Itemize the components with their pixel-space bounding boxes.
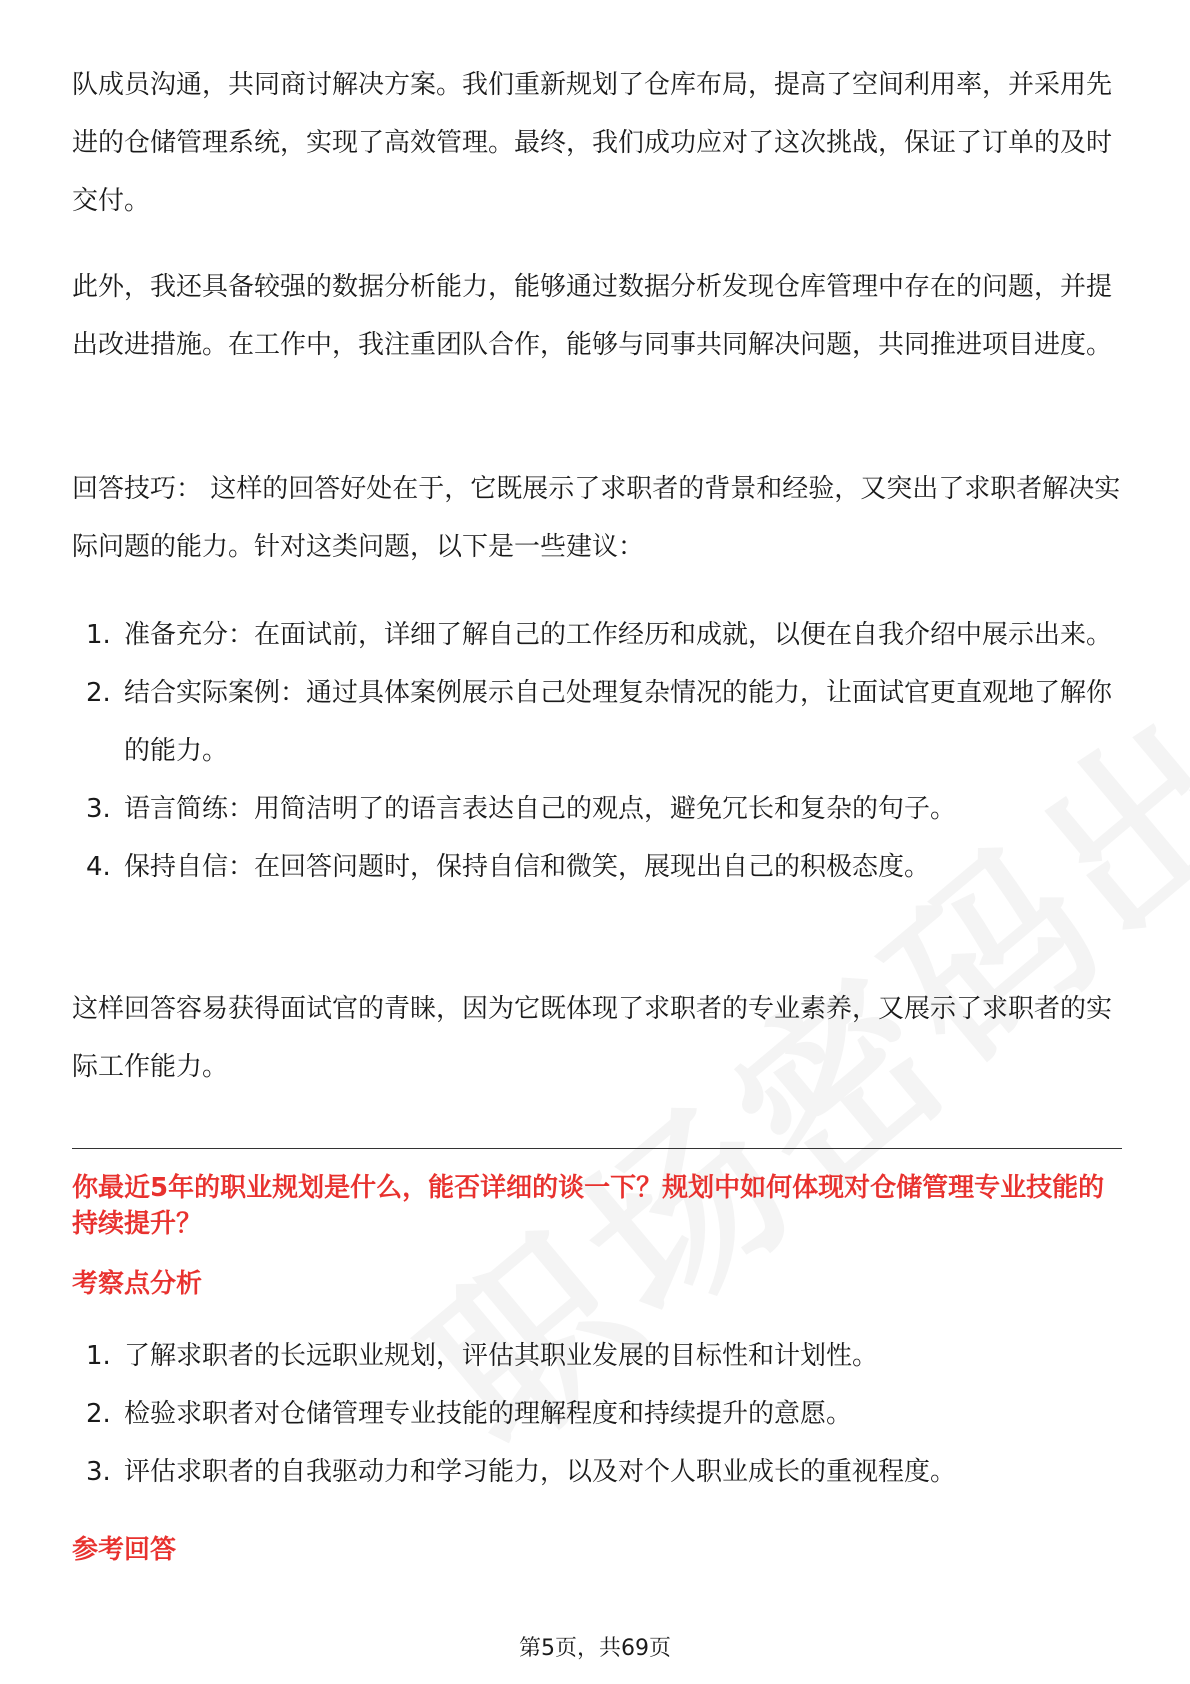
list-text: 了解求职者的长远职业规划，评估其职业发展的目标性和计划性。 bbox=[124, 1341, 879, 1371]
list-item bbox=[72, 1385, 1122, 1443]
list-text: 结合实际案例：通过具体案例展示自己处理复杂情况的能力，让面试官更直观地了解你的能力。 bbox=[124, 678, 1113, 766]
list-text: 保持自信：在回答问题时，保持自信和微笑，展现出自己的积极态度。 bbox=[124, 852, 931, 882]
analysis-heading: 考察点分析 bbox=[72, 1269, 203, 1299]
list-item bbox=[72, 838, 1122, 896]
list-text: 准备充分：在面试前，详细了解自己的工作经历和成就，以便在自我介绍中展示出来。 bbox=[124, 620, 1113, 650]
question-heading: 你最近5年的职业规划是什么，能否详细的谈一下？规划中如何体现对仓储管理专业技能的持续提升？ bbox=[72, 1173, 1105, 1239]
list-text: 语言简练：用简洁明了的语言表达自己的观点，避免冗长和复杂的句子。 bbox=[124, 794, 957, 824]
list-number: 1. bbox=[86, 1341, 111, 1371]
paragraph-solution: 队成员沟通，共同商讨解决方案。我们重新规划了仓库布局，提高了空间利用率，并采用先进的仓储管理系统，实现了高效管理。最终，我们成功应对了这次挑战，保证了订单的及时交付。 bbox=[72, 70, 1113, 216]
list-item bbox=[72, 1327, 1122, 1385]
analysis-list bbox=[72, 1327, 1122, 1501]
list-item bbox=[72, 664, 1122, 780]
answer-heading: 参考回答 bbox=[72, 1535, 177, 1565]
list-number: 3. bbox=[86, 1457, 111, 1487]
list-number: 1. bbox=[86, 620, 111, 650]
list-number: 3. bbox=[86, 794, 111, 824]
list-number: 2. bbox=[86, 678, 111, 708]
list-item bbox=[72, 780, 1122, 838]
page-footer: 第5页，共69页 bbox=[519, 1636, 671, 1661]
tips-list bbox=[72, 606, 1122, 896]
paragraph-data-analysis: 此外，我还具备较强的数据分析能力，能够通过数据分析发现仓库管理中存在的问题，并提出改进措施。在工作中，我注重团队合作，能够与同事共同解决问题，共同推进项目进度。 bbox=[72, 272, 1113, 360]
list-number: 2. bbox=[86, 1399, 111, 1429]
paragraph-conclusion: 这样回答容易获得面试官的青睐，因为它既体现了求职者的专业素养，又展示了求职者的实际工作能力。 bbox=[72, 994, 1113, 1082]
list-text: 检验求职者对仓储管理专业技能的理解程度和持续提升的意愿。 bbox=[124, 1399, 853, 1429]
list-item bbox=[72, 606, 1122, 664]
paragraph-answer-tips: 回答技巧： 这样的回答好处在于，它既展示了求职者的背景和经验，又突出了求职者解决实际问题的能力。针对这类问题，以下是一些建议： bbox=[72, 474, 1121, 562]
list-text: 评估求职者的自我驱动力和学习能力，以及对个人职业成长的重视程度。 bbox=[124, 1457, 957, 1487]
section-divider bbox=[72, 1148, 1122, 1149]
list-item bbox=[72, 1443, 1122, 1501]
list-number: 4. bbox=[86, 852, 111, 882]
